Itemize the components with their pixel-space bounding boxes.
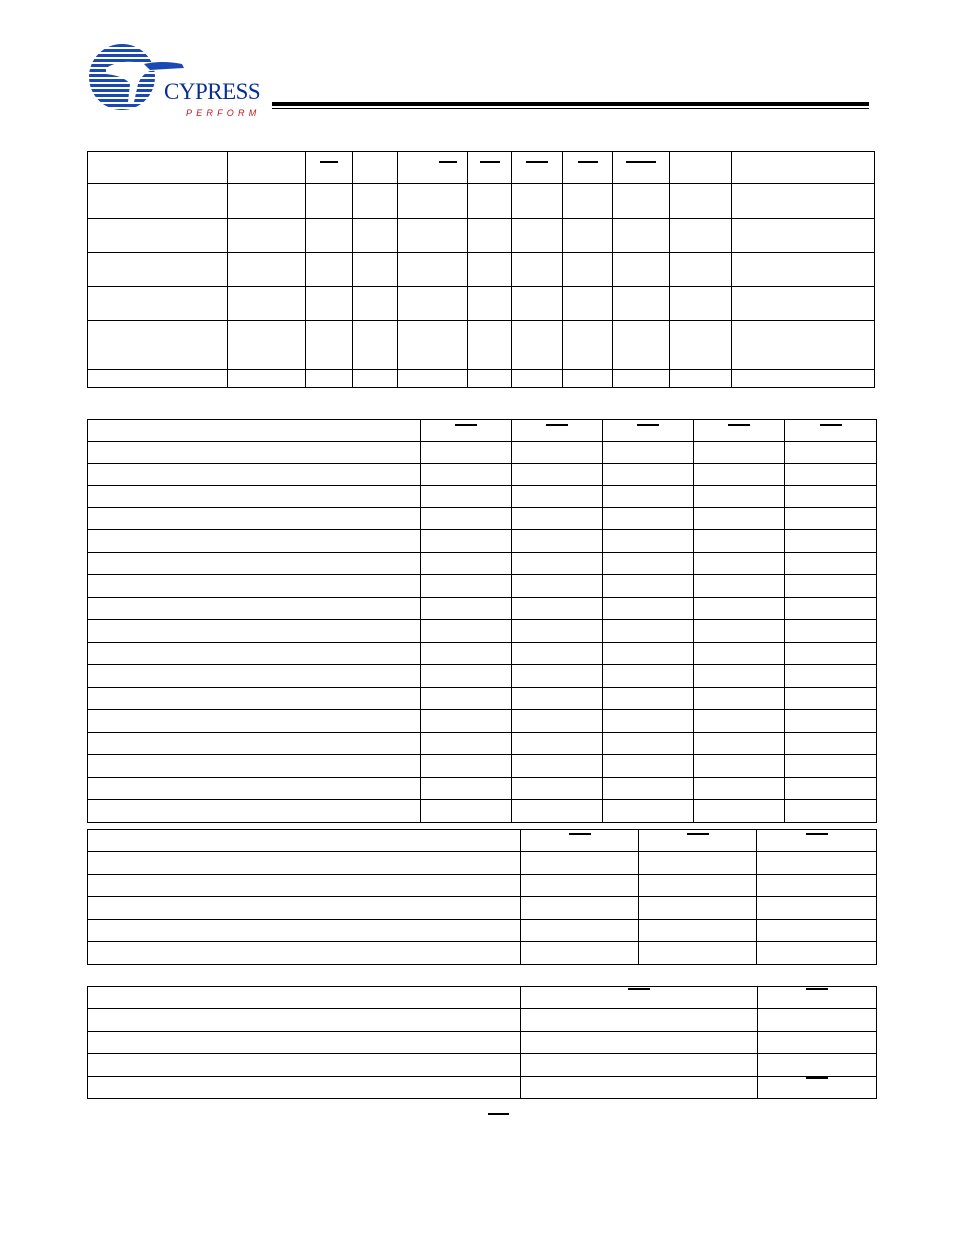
table-row: [88, 553, 877, 575]
table-cell: [512, 508, 603, 530]
table-cell: [757, 920, 877, 942]
table-cell: [88, 370, 228, 388]
table-cell: [521, 1032, 758, 1054]
overline-mark: [546, 424, 568, 426]
table-row: [88, 370, 875, 388]
table-cell: [512, 665, 603, 688]
table-cell: [694, 575, 785, 598]
table-cell: [785, 420, 877, 442]
table-cell: [512, 184, 563, 219]
table-cell: [521, 942, 639, 965]
table-cell: [88, 486, 421, 508]
table-row: [88, 219, 875, 253]
table-cell: [639, 830, 757, 852]
table-cell: [421, 508, 512, 530]
table-cell: [421, 553, 512, 575]
table-cell: [694, 688, 785, 710]
table-cell: [785, 553, 877, 575]
table-cell: [521, 897, 639, 920]
table-row: [88, 1009, 877, 1032]
table-cell: [785, 530, 877, 553]
table-cell: [694, 420, 785, 442]
table-cell: [398, 253, 468, 287]
table-cell: [603, 643, 694, 665]
table-cell: [603, 620, 694, 643]
table-cell: [421, 643, 512, 665]
table-cell: [521, 1054, 758, 1077]
table-cell: [88, 253, 228, 287]
table-row: [88, 508, 877, 530]
table-row: [88, 575, 877, 598]
table-cell: [228, 152, 306, 184]
cypress-tagline: PERFORM: [186, 108, 261, 118]
overline-mark: [806, 833, 828, 835]
table-cell: [88, 219, 228, 253]
table-row: [88, 643, 877, 665]
table-cell: [353, 370, 398, 388]
table-cell: [563, 152, 613, 184]
table-cell: [353, 253, 398, 287]
table-cell: [421, 733, 512, 755]
table-cell: [758, 1009, 877, 1032]
table-cell: [88, 287, 228, 321]
table-cell: [613, 152, 670, 184]
table-cell: [398, 287, 468, 321]
cypress-wordmark: CYPRESS: [164, 79, 261, 104]
overline-mark: [455, 424, 477, 426]
table-cell: [88, 553, 421, 575]
table-cell: [694, 620, 785, 643]
table-cell: [563, 253, 613, 287]
overline-mark: [626, 161, 656, 163]
table-row: [88, 253, 875, 287]
table-cell: [512, 486, 603, 508]
table-cell: [421, 530, 512, 553]
table-row: [88, 897, 877, 920]
overline-mark: [806, 988, 828, 990]
table-cell: [88, 778, 421, 800]
table-cell: [88, 733, 421, 755]
table-cell: [521, 1009, 758, 1032]
overline-mark: [480, 161, 500, 163]
table-cell: [785, 620, 877, 643]
table-cell: [603, 755, 694, 778]
table-cell: [228, 287, 306, 321]
table-cell: [468, 219, 512, 253]
table-cell: [785, 665, 877, 688]
table-row: [88, 1077, 877, 1099]
table-cell: [512, 575, 603, 598]
table-1: [87, 151, 875, 388]
header-rule: [272, 102, 869, 106]
table-cell: [639, 852, 757, 875]
table-cell: [88, 852, 521, 875]
table-cell: [228, 321, 306, 370]
table-cell: [512, 464, 603, 486]
table-cell: [613, 370, 670, 388]
table-cell: [521, 852, 639, 875]
table-cell: [603, 800, 694, 823]
table-cell: [757, 852, 877, 875]
table-row: [88, 321, 875, 370]
table-cell: [613, 287, 670, 321]
table-row: [88, 530, 877, 553]
table-row: [88, 620, 877, 643]
table-row: [88, 710, 877, 733]
table-cell: [306, 321, 353, 370]
table-cell: [88, 1054, 521, 1077]
table-row: [88, 665, 877, 688]
table-cell: [694, 553, 785, 575]
table-cell: [88, 420, 421, 442]
table-cell: [563, 370, 613, 388]
table-row: [88, 1054, 877, 1077]
table-cell: [521, 875, 639, 897]
table-cell: [468, 321, 512, 370]
table-cell: [603, 665, 694, 688]
table-cell: [88, 942, 521, 965]
table-cell: [88, 920, 521, 942]
table-cell: [306, 219, 353, 253]
table-cell: [88, 152, 228, 184]
table-cell: [694, 442, 785, 464]
table-cell: [512, 710, 603, 733]
table-cell: [758, 1054, 877, 1077]
overline-mark: [569, 833, 591, 835]
table-cell: [398, 219, 468, 253]
table-cell: [670, 287, 732, 321]
table-cell: [306, 370, 353, 388]
table-cell: [421, 442, 512, 464]
table-cell: [603, 710, 694, 733]
table-cell: [468, 287, 512, 321]
table-cell: [421, 710, 512, 733]
table-cell: [512, 755, 603, 778]
table-cell: [694, 710, 785, 733]
table-cell: [785, 688, 877, 710]
table-cell: [398, 152, 468, 184]
table-cell: [670, 370, 732, 388]
table-cell: [694, 665, 785, 688]
table-cell: [88, 987, 521, 1009]
table-cell: [785, 575, 877, 598]
table-3: [87, 829, 877, 965]
table-cell: [563, 219, 613, 253]
table-cell: [694, 486, 785, 508]
table-cell: [613, 184, 670, 219]
table-cell: [88, 575, 421, 598]
table-cell: [421, 598, 512, 620]
table-cell: [603, 598, 694, 620]
overline-mark: [637, 424, 659, 426]
table-cell: [512, 253, 563, 287]
overline-mark: [806, 1077, 828, 1079]
table-cell: [785, 733, 877, 755]
table-cell: [512, 553, 603, 575]
table-cell: [512, 733, 603, 755]
table-cell: [757, 897, 877, 920]
table-cell: [512, 530, 603, 553]
overline-mark: [578, 161, 598, 163]
table-cell: [639, 942, 757, 965]
overline-mark: [728, 424, 750, 426]
table-cell: [694, 778, 785, 800]
table-cell: [694, 530, 785, 553]
table-row: [88, 598, 877, 620]
table-cell: [228, 219, 306, 253]
table-cell: [468, 253, 512, 287]
table-cell: [603, 575, 694, 598]
table-cell: [670, 321, 732, 370]
header-rule-thin: [272, 108, 869, 109]
table-cell: [398, 321, 468, 370]
table-cell: [228, 184, 306, 219]
table-cell: [88, 830, 521, 852]
table-cell: [421, 620, 512, 643]
table-2: [87, 419, 877, 823]
table-row: [88, 755, 877, 778]
table-cell: [757, 830, 877, 852]
table-cell: [603, 688, 694, 710]
table-cell: [732, 184, 875, 219]
table-cell: [421, 688, 512, 710]
table-cell: [88, 800, 421, 823]
table-cell: [670, 152, 732, 184]
table-cell: [521, 920, 639, 942]
table-row: [88, 987, 877, 1009]
table-cell: [694, 508, 785, 530]
table-cell: [758, 1077, 877, 1099]
table-cell: [785, 755, 877, 778]
table-cell: [353, 287, 398, 321]
table-cell: [512, 598, 603, 620]
table-cell: [88, 875, 521, 897]
table-row: [88, 942, 877, 965]
table-cell: [785, 800, 877, 823]
table-cell: [521, 1077, 758, 1099]
table-cell: [306, 152, 353, 184]
table-cell: [353, 219, 398, 253]
table-cell: [694, 464, 785, 486]
table-cell: [603, 733, 694, 755]
table-cell: [694, 755, 785, 778]
overline-mark: [439, 161, 457, 163]
table-cell: [563, 287, 613, 321]
table-cell: [468, 152, 512, 184]
table-cell: [603, 508, 694, 530]
table-cell: [306, 184, 353, 219]
table-cell: [306, 287, 353, 321]
table-cell: [512, 800, 603, 823]
table-cell: [785, 508, 877, 530]
table-cell: [512, 620, 603, 643]
table-row: [88, 852, 877, 875]
table-row: [88, 442, 877, 464]
table-row: [88, 733, 877, 755]
table-cell: [603, 778, 694, 800]
table-cell: [785, 486, 877, 508]
table-cell: [421, 420, 512, 442]
table-cell: [88, 643, 421, 665]
table-4: [87, 986, 877, 1099]
table-row: [88, 920, 877, 942]
table-cell: [639, 875, 757, 897]
table-cell: [88, 321, 228, 370]
table-cell: [353, 184, 398, 219]
overline-mark: [526, 161, 548, 163]
table-cell: [421, 665, 512, 688]
table-cell: [670, 184, 732, 219]
table-cell: [694, 598, 785, 620]
table-cell: [512, 643, 603, 665]
footnote-overline-mark: [488, 1113, 509, 1115]
table-cell: [603, 530, 694, 553]
table-cell: [758, 987, 877, 1009]
table-cell: [88, 755, 421, 778]
table-cell: [521, 830, 639, 852]
table-cell: [228, 253, 306, 287]
overline-mark: [687, 833, 709, 835]
table-cell: [563, 321, 613, 370]
table-cell: [694, 733, 785, 755]
table-cell: [603, 442, 694, 464]
table-cell: [757, 875, 877, 897]
table-row: [88, 830, 877, 852]
table-cell: [785, 710, 877, 733]
table-cell: [512, 321, 563, 370]
table-cell: [670, 253, 732, 287]
table-cell: [353, 152, 398, 184]
table-cell: [670, 219, 732, 253]
table-cell: [88, 620, 421, 643]
table-cell: [398, 184, 468, 219]
table-row: [88, 688, 877, 710]
table-cell: [468, 184, 512, 219]
table-cell: [603, 486, 694, 508]
overline-mark: [628, 988, 650, 990]
table-cell: [306, 253, 353, 287]
table-row: [88, 875, 877, 897]
table-cell: [639, 920, 757, 942]
table-cell: [732, 219, 875, 253]
table-cell: [613, 219, 670, 253]
table-cell: [732, 321, 875, 370]
table-cell: [512, 287, 563, 321]
table-cell: [613, 321, 670, 370]
table-cell: [512, 219, 563, 253]
table-cell: [421, 486, 512, 508]
table-cell: [732, 287, 875, 321]
table-cell: [694, 643, 785, 665]
table-cell: [603, 420, 694, 442]
table-cell: [88, 1009, 521, 1032]
table-cell: [88, 464, 421, 486]
table-cell: [732, 370, 875, 388]
table-cell: [639, 897, 757, 920]
table-cell: [732, 253, 875, 287]
table-row: [88, 778, 877, 800]
table-cell: [88, 710, 421, 733]
table-cell: [88, 897, 521, 920]
table-cell: [353, 321, 398, 370]
table-cell: [88, 1032, 521, 1054]
table-row: [88, 184, 875, 219]
table-cell: [421, 755, 512, 778]
table-cell: [88, 184, 228, 219]
table-cell: [421, 778, 512, 800]
table-cell: [512, 688, 603, 710]
table-row: [88, 464, 877, 486]
table-cell: [785, 464, 877, 486]
table-cell: [785, 598, 877, 620]
table-cell: [732, 152, 875, 184]
table-cell: [512, 442, 603, 464]
table-cell: [694, 800, 785, 823]
table-cell: [421, 464, 512, 486]
table-cell: [228, 370, 306, 388]
table-cell: [613, 253, 670, 287]
table-cell: [512, 778, 603, 800]
table-cell: [757, 942, 877, 965]
table-cell: [421, 800, 512, 823]
overline-mark: [820, 424, 842, 426]
table-row: [88, 152, 875, 184]
table-cell: [421, 575, 512, 598]
table-cell: [88, 598, 421, 620]
table-row: [88, 800, 877, 823]
overline-mark: [320, 161, 338, 163]
table-row: [88, 287, 875, 321]
table-cell: [785, 442, 877, 464]
table-cell: [88, 1077, 521, 1099]
table-cell: [563, 184, 613, 219]
table-cell: [88, 688, 421, 710]
table-cell: [758, 1032, 877, 1054]
table-cell: [512, 152, 563, 184]
table-cell: [88, 665, 421, 688]
table-cell: [468, 370, 512, 388]
table-cell: [512, 420, 603, 442]
table-cell: [88, 442, 421, 464]
table-cell: [88, 508, 421, 530]
table-cell: [603, 464, 694, 486]
table-row: [88, 1032, 877, 1054]
table-cell: [512, 370, 563, 388]
table-row: [88, 486, 877, 508]
table-cell: [521, 987, 758, 1009]
table-cell: [785, 643, 877, 665]
table-cell: [603, 553, 694, 575]
table-cell: [785, 778, 877, 800]
table-cell: [398, 370, 468, 388]
table-cell: [88, 530, 421, 553]
table-row: [88, 420, 877, 442]
